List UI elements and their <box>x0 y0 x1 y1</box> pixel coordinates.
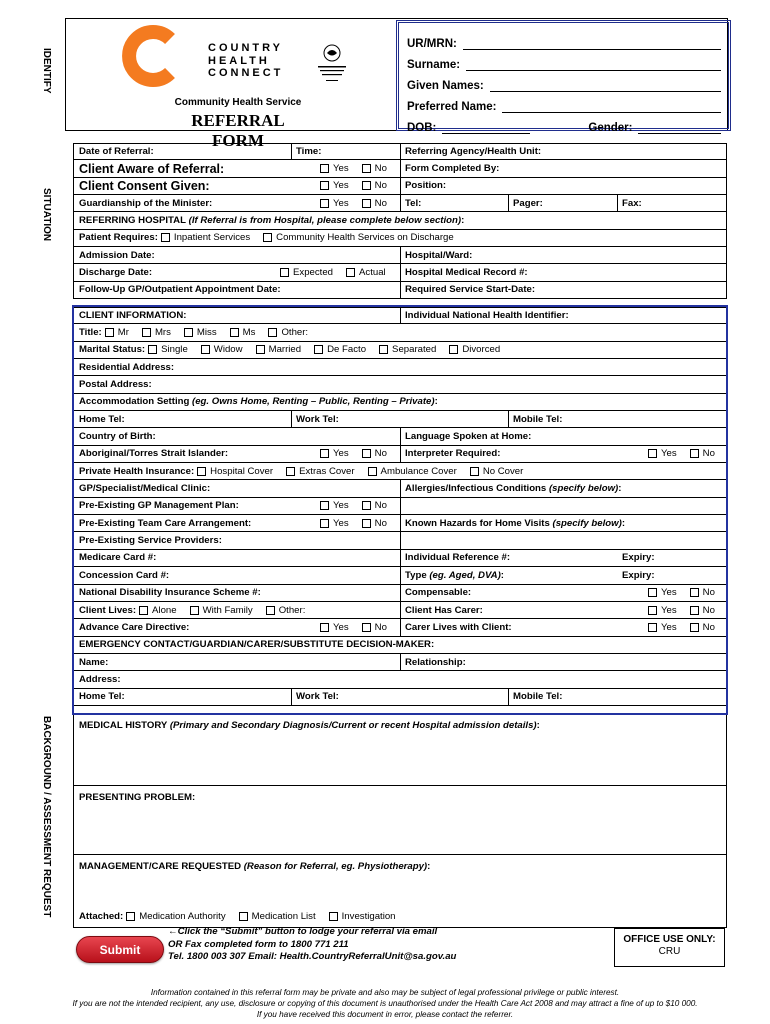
lives-family-checkbox[interactable] <box>190 606 199 615</box>
actual-checkbox[interactable] <box>346 268 355 277</box>
urmrn-field[interactable] <box>463 38 721 50</box>
form-title: REFERRAL FORM <box>191 111 285 150</box>
header-panel <box>65 18 728 150</box>
gender-field[interactable] <box>638 122 721 134</box>
consent-yes-checkbox[interactable] <box>320 181 329 190</box>
emergency-name-label: Name: <box>79 656 109 668</box>
client-carer-label: Client Has Carer: <box>405 604 483 616</box>
medicare-label: Medicare Card #: <box>79 552 157 564</box>
residential-address-label: Residential Address: <box>79 361 175 373</box>
preferred-name-label: Preferred Name: <box>407 101 497 113</box>
footer-disclaimer: Information contained in this referral form may be private and also may be subject of legal professional privilege or public interest. If you are not the intended recipient, any use, disclosure or copying of this document is unauthorised under the Health Care Act 2008 and may attract a fine of up to $10 000. If you have received this document in error, please contact the referrer. <box>72 988 698 1020</box>
title-mr-checkbox[interactable] <box>105 328 114 337</box>
compensable-label: Compensable: <box>405 587 472 599</box>
side-label-situation: SITUATION <box>41 188 52 242</box>
expected-checkbox[interactable] <box>280 268 289 277</box>
presenting-problem-label: PRESENTING PROBLEM: <box>79 792 196 803</box>
guardianship-no-checkbox[interactable] <box>362 199 371 208</box>
marital-married-checkbox[interactable] <box>256 345 265 354</box>
marital-single-checkbox[interactable] <box>148 345 157 354</box>
medication-list-checkbox[interactable] <box>239 912 248 921</box>
interpreter-yes-checkbox[interactable] <box>648 449 657 458</box>
interpreter-no-checkbox[interactable] <box>690 449 699 458</box>
client-lives-label: Client Lives: <box>79 604 137 616</box>
followup-label: Follow-Up GP/Outpatient Appointment Date: <box>79 284 281 296</box>
inpatient-checkbox[interactable] <box>161 233 170 242</box>
relationship-label: Relationship: <box>405 656 466 668</box>
individual-reference-label: Individual Reference #: <box>405 552 511 564</box>
marital-widow-checkbox[interactable] <box>201 345 210 354</box>
carer-lives-no-checkbox[interactable] <box>690 623 699 632</box>
investigation-checkbox[interactable] <box>329 912 338 921</box>
patient-requires-label: Patient Requires: <box>79 232 158 244</box>
accommodation-label: Accommodation Setting (eg. Owns Home, Renting – Public, Renting – Private) : <box>79 396 438 408</box>
arrow-left-icon: ← <box>168 926 178 937</box>
concession-label: Concession Card #: <box>79 569 170 581</box>
referring-agency-label: Referring Agency/Health Unit: <box>405 146 542 158</box>
marital-status-label: Marital Status: <box>79 344 146 356</box>
emergency-mobile-tel-label: Mobile Tel: <box>513 691 563 703</box>
emergency-contact-heading: EMERGENCY CONTACT/GUARDIAN/CARER/SUBSTITUTE DECISION-MAKER: <box>79 639 435 651</box>
advance-care-yes-checkbox[interactable] <box>320 623 329 632</box>
surname-field[interactable] <box>466 59 721 71</box>
client-aware-label: Client Aware of Referral: <box>79 161 225 176</box>
lives-alone-checkbox[interactable] <box>139 606 148 615</box>
marital-divorced-checkbox[interactable] <box>449 345 458 354</box>
title-mrs-checkbox[interactable] <box>142 328 151 337</box>
time-label: Time: <box>296 146 322 158</box>
attached-row: Attached: Medication Authority Medication List Investigation <box>79 911 396 922</box>
hazards-label: Known Hazards for Home Visits (specify below) : <box>405 517 626 529</box>
client-aware-no-checkbox[interactable] <box>362 164 371 173</box>
client-information-section: CLIENT INFORMATION: Individual National Health Identifier: Title: Mr Mrs Miss Ms Other: Marital Status: Single Widow Married De Facto Separated Divorced Residential Address: Postal Address: Accommodation Setting (eg. Owns Home, Renting – Public, Renting – Private) : Home Tel: Work Tel: Mobile Tel: Country of Birth: Language Spoken at Home: Aboriginal/Torres Strait Islander: Yes No Interpreter Required: Yes No Private Health Insurance: Hospital Cover Extras Cover Ambulance Cover No Cover GP/Specialist/Medical Clinic: Allergies/Infectious Conditions (specify below) : Pre-Existing GP Management Plan: Yes No Pre-Existing Team Care Arrangement: Yes No Known Hazards for Home Visits (specify below) : Pre-Existing Service Providers: Medicare Card #: Individual Reference #: Expiry: Concession Card #: Type (eg. Aged, DVA) : Expiry: National Disability Insurance Scheme #: Compensable: Yes No Client Lives: Alone With Family Other: Client Has Carer: Yes No Advance Care Directive: Yes No Carer Lives with Client: Yes No EMERGENCY CONTACT/GUARDIAN/CARER/SUBSTITUTE DECISION-MAKER: Name: Relationship: Address: Home Tel: Work Tel: Mobile Tel: <box>73 307 727 706</box>
interpreter-label: Interpreter Required: <box>405 448 501 460</box>
consent-no-checkbox[interactable] <box>362 181 371 190</box>
no-cover-checkbox[interactable] <box>470 467 479 476</box>
guardianship-yes-checkbox[interactable] <box>320 199 329 208</box>
admission-date-label: Admission Date: <box>79 249 155 261</box>
carer-no-checkbox[interactable] <box>690 606 699 615</box>
lives-other-checkbox[interactable] <box>266 606 275 615</box>
aboriginal-yes-checkbox[interactable] <box>320 449 329 458</box>
ndis-label: National Disability Insurance Scheme #: <box>79 587 261 599</box>
team-care-no-checkbox[interactable] <box>362 519 371 528</box>
referring-hospital-heading: REFERRING HOSPITAL (If Referral is from Hospital, please complete below section) : <box>79 215 465 227</box>
dob-label: DOB: <box>407 122 437 134</box>
carer-yes-checkbox[interactable] <box>648 606 657 615</box>
form-completed-label: Form Completed By: <box>405 163 500 175</box>
nhi-label: Individual National Health Identifier: <box>405 310 569 322</box>
title-ms-checkbox[interactable] <box>230 328 239 337</box>
mobile-tel-label: Mobile Tel: <box>513 413 563 425</box>
extras-cover-checkbox[interactable] <box>286 467 295 476</box>
surname-label: Surname: <box>407 59 461 71</box>
carer-lives-yes-checkbox[interactable] <box>648 623 657 632</box>
patient-id-box <box>396 20 731 134</box>
gp-plan-label: Pre-Existing GP Management Plan: <box>79 500 239 512</box>
postal-address-label: Postal Address: <box>79 379 152 391</box>
home-tel-label: Home Tel: <box>79 413 125 425</box>
preferred-name-field[interactable] <box>502 101 721 113</box>
side-label-background: BACKGROUND / ASSESSMENT REQUEST <box>41 716 52 918</box>
aboriginal-label: Aboriginal/Torres Strait Islander: <box>79 448 229 460</box>
medical-history-label: MEDICAL HISTORY (Primary and Secondary Diagnosis/Current or recent Hospital admission details): <box>79 720 540 731</box>
title-miss-checkbox[interactable] <box>184 328 193 337</box>
compensable-no-checkbox[interactable] <box>690 588 699 597</box>
service-providers-label: Pre-Existing Service Providers: <box>79 535 222 547</box>
medical-record-label: Hospital Medical Record #: <box>405 267 528 279</box>
background-section <box>73 715 727 928</box>
hospital-ward-label: Hospital/Ward: <box>405 249 473 261</box>
client-aware-yes-checkbox[interactable] <box>320 164 329 173</box>
compensable-yes-checkbox[interactable] <box>648 588 657 597</box>
concession-expiry-label: Expiry: <box>622 569 655 581</box>
advance-care-label: Advance Care Directive: <box>79 621 190 633</box>
given-names-label: Given Names: <box>407 80 484 92</box>
dob-field[interactable] <box>442 122 530 134</box>
brand-name: COUNTRY HEALTH CONNECT <box>208 42 284 79</box>
fax-label: Fax: <box>622 197 642 209</box>
team-care-yes-checkbox[interactable] <box>320 519 329 528</box>
submit-button[interactable]: Submit <box>76 936 164 963</box>
marital-separated-checkbox[interactable] <box>379 345 388 354</box>
office-use-box: OFFICE USE ONLY: CRU <box>614 928 725 967</box>
given-names-field[interactable] <box>490 80 721 92</box>
marital-defacto-checkbox[interactable] <box>314 345 323 354</box>
client-consent-label: Client Consent Given: <box>79 178 210 193</box>
country-of-birth-label: Country of Birth: <box>79 431 156 443</box>
language-label: Language Spoken at Home: <box>405 431 532 443</box>
date-of-referral-label: Date of Referral: <box>79 146 154 158</box>
gp-clinic-label: GP/Specialist/Medical Clinic: <box>79 483 211 495</box>
service-name: Community Health Service <box>174 97 302 108</box>
discharge-date-label: Discharge Date: <box>79 267 153 279</box>
side-label-identify: IDENTIFY <box>41 48 52 94</box>
medicare-expiry-label: Expiry: <box>622 552 655 564</box>
hospital-cover-checkbox[interactable] <box>197 467 206 476</box>
medication-authority-checkbox[interactable] <box>126 912 135 921</box>
title-other-checkbox[interactable] <box>268 328 277 337</box>
service-start-label: Required Service Start-Date: <box>405 284 536 296</box>
aboriginal-no-checkbox[interactable] <box>362 449 371 458</box>
gender-label: Gender: <box>588 122 633 134</box>
emergency-work-tel-label: Work Tel: <box>296 691 339 703</box>
tel-label: Tel: <box>405 197 422 209</box>
gp-plan-yes-checkbox[interactable] <box>320 501 329 510</box>
situation-section: Date of Referral: Time: Referring Agency/Health Unit: Client Aware of Referral: Yes No Form Completed By: Client Consent Given: Yes No Position: Guardianship of the Minister: Yes No Tel: Pager: Fax: REFERRING HOSPITAL (If Referral is from Hospital, please complete below section) : Patient Requires: Inpatient Services Community Health Services on Discharge Admission Date: Hospital/Ward: Discharge Date: Expected Actual Hospital Medical Record #: Follow-Up GP/Outpatient Appointment Date: Required Service Start-Date: <box>73 143 727 299</box>
management-label: MANAGEMENT/CARE REQUESTED (Reason for Referral, eg. Physiotherapy): <box>79 861 431 872</box>
gp-plan-no-checkbox[interactable] <box>362 501 371 510</box>
government-crest-icon <box>312 41 352 87</box>
phi-label: Private Health Insurance: <box>79 465 195 477</box>
ambulance-cover-checkbox[interactable] <box>368 467 377 476</box>
title-label: Title: <box>79 327 102 339</box>
carer-lives-label: Carer Lives with Client: <box>405 621 512 633</box>
type-label: Type (eg. Aged, DVA) : <box>405 569 504 581</box>
client-info-heading: CLIENT INFORMATION: <box>79 310 187 322</box>
country-health-connect-logo-icon <box>120 25 182 87</box>
work-tel-label: Work Tel: <box>296 413 339 425</box>
urmrn-label: UR/MRN: <box>407 38 457 50</box>
team-care-label: Pre-Existing Team Care Arrangement: <box>79 517 252 529</box>
chs-discharge-checkbox[interactable] <box>263 233 272 242</box>
allergies-label: Allergies/Infectious Conditions (specify below) : <box>405 483 622 495</box>
submit-instructions: ←Click the “Submit” button to lodge your referral via email OR Fax completed form to 1800 771 211 Tel. 1800 003 307 Email: Health.CountryReferralUnit@sa.gov.au <box>168 926 457 962</box>
guardianship-label: Guardianship of the Minister: <box>79 197 213 209</box>
pager-label: Pager: <box>513 197 543 209</box>
emergency-address-label: Address: <box>79 673 121 685</box>
emergency-home-tel-label: Home Tel: <box>79 691 125 703</box>
advance-care-no-checkbox[interactable] <box>362 623 371 632</box>
position-label: Position: <box>405 180 447 192</box>
